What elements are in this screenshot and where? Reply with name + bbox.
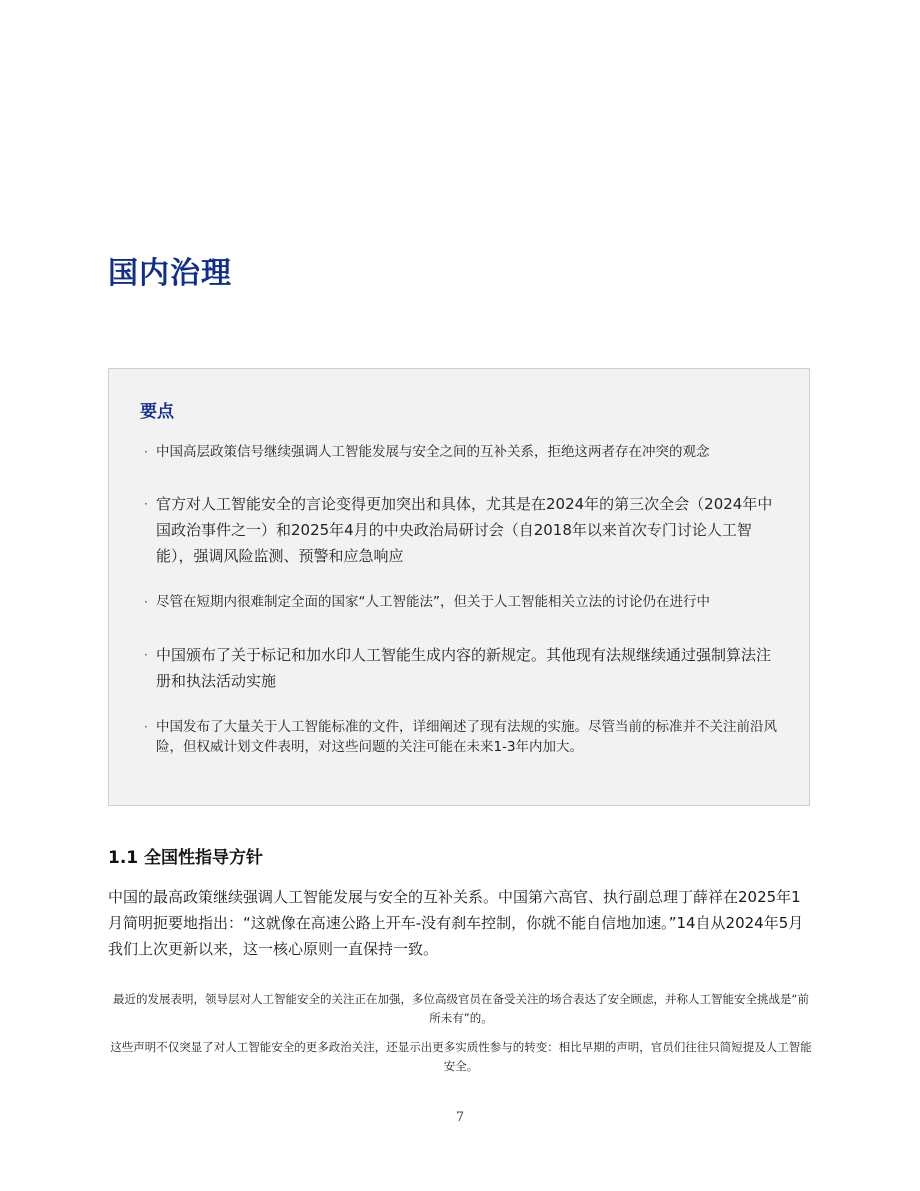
key-point-text: 尽管在短期内很难制定全面的国家“人工智能法”，但关于人工智能相关立法的讨论仍在进行中 — [156, 594, 710, 610]
page-number: 7 — [455, 1110, 465, 1125]
key-point-item — [144, 592, 784, 612]
key-point-item — [144, 491, 784, 569]
key-points-title: 要点 — [140, 402, 174, 422]
key-point-item — [144, 642, 784, 694]
key-point-item — [144, 442, 784, 462]
note-paragraph: 最近的发展表明，领导层对人工智能安全的关注正在加强，多位高级官员在备受关注的场合表达了安全顾虑，并称人工智能安全挑战是“前所未有”的。 — [113, 992, 809, 1025]
key-points-box — [108, 368, 810, 806]
key-point-text: 中国高层政策信号继续强调人工智能发展与安全之间的互补关系，拒绝这两者存在冲突的观念 — [156, 444, 710, 460]
bullet-marker: · — [144, 720, 148, 734]
bullet-marker: · — [144, 595, 148, 609]
bullet-marker: · — [144, 497, 148, 511]
key-point-item — [144, 717, 784, 757]
chapter-title: 国内治理 — [108, 256, 232, 291]
key-point-text: 官方对人工智能安全的言论变得更加突出和具体，尤其是在2024年的第三次全会（2024年中国政治事件之一）和2025年4月的中央政治局研讨会（自2018年以来首次专门讨论人工智能），强调风险监测、预警和应急响应 — [156, 495, 773, 565]
section-heading: 1.1 全国性指导方针 — [108, 848, 264, 868]
bullet-marker: · — [144, 445, 148, 459]
key-point-text: 中国颁布了关于标记和加水印人工智能生成内容的新规定。其他现有法规继续通过强制算法注册和执法活动实施 — [156, 646, 772, 690]
key-point-text: 中国发布了大量关于人工智能标准的文件，详细阐述了现有法规的实施。尽管当前的标准并不关注前沿风险，但权威计划文件表明，对这些问题的关注可能在未来1-3年内加大。 — [156, 719, 777, 755]
note-paragraph: 这些声明不仅突显了对人工智能安全的更多政治关注，还显示出更多实质性参与的转变：相比早期的声明，官员们往往只简短提及人工智能安全。 — [110, 1040, 812, 1073]
bullet-marker: · — [144, 648, 148, 662]
body-paragraph: 中国的最高政策继续强调人工智能发展与安全的互补关系。中国第六高官、执行副总理丁薛祥在2025年1月简明扼要地指出：“这就像在高速公路上开车-没有刹车控制，你就不能自信地加速。”14自从2024年5月我们上次更新以来，这一核心原则一直保持一致。 — [108, 888, 804, 958]
